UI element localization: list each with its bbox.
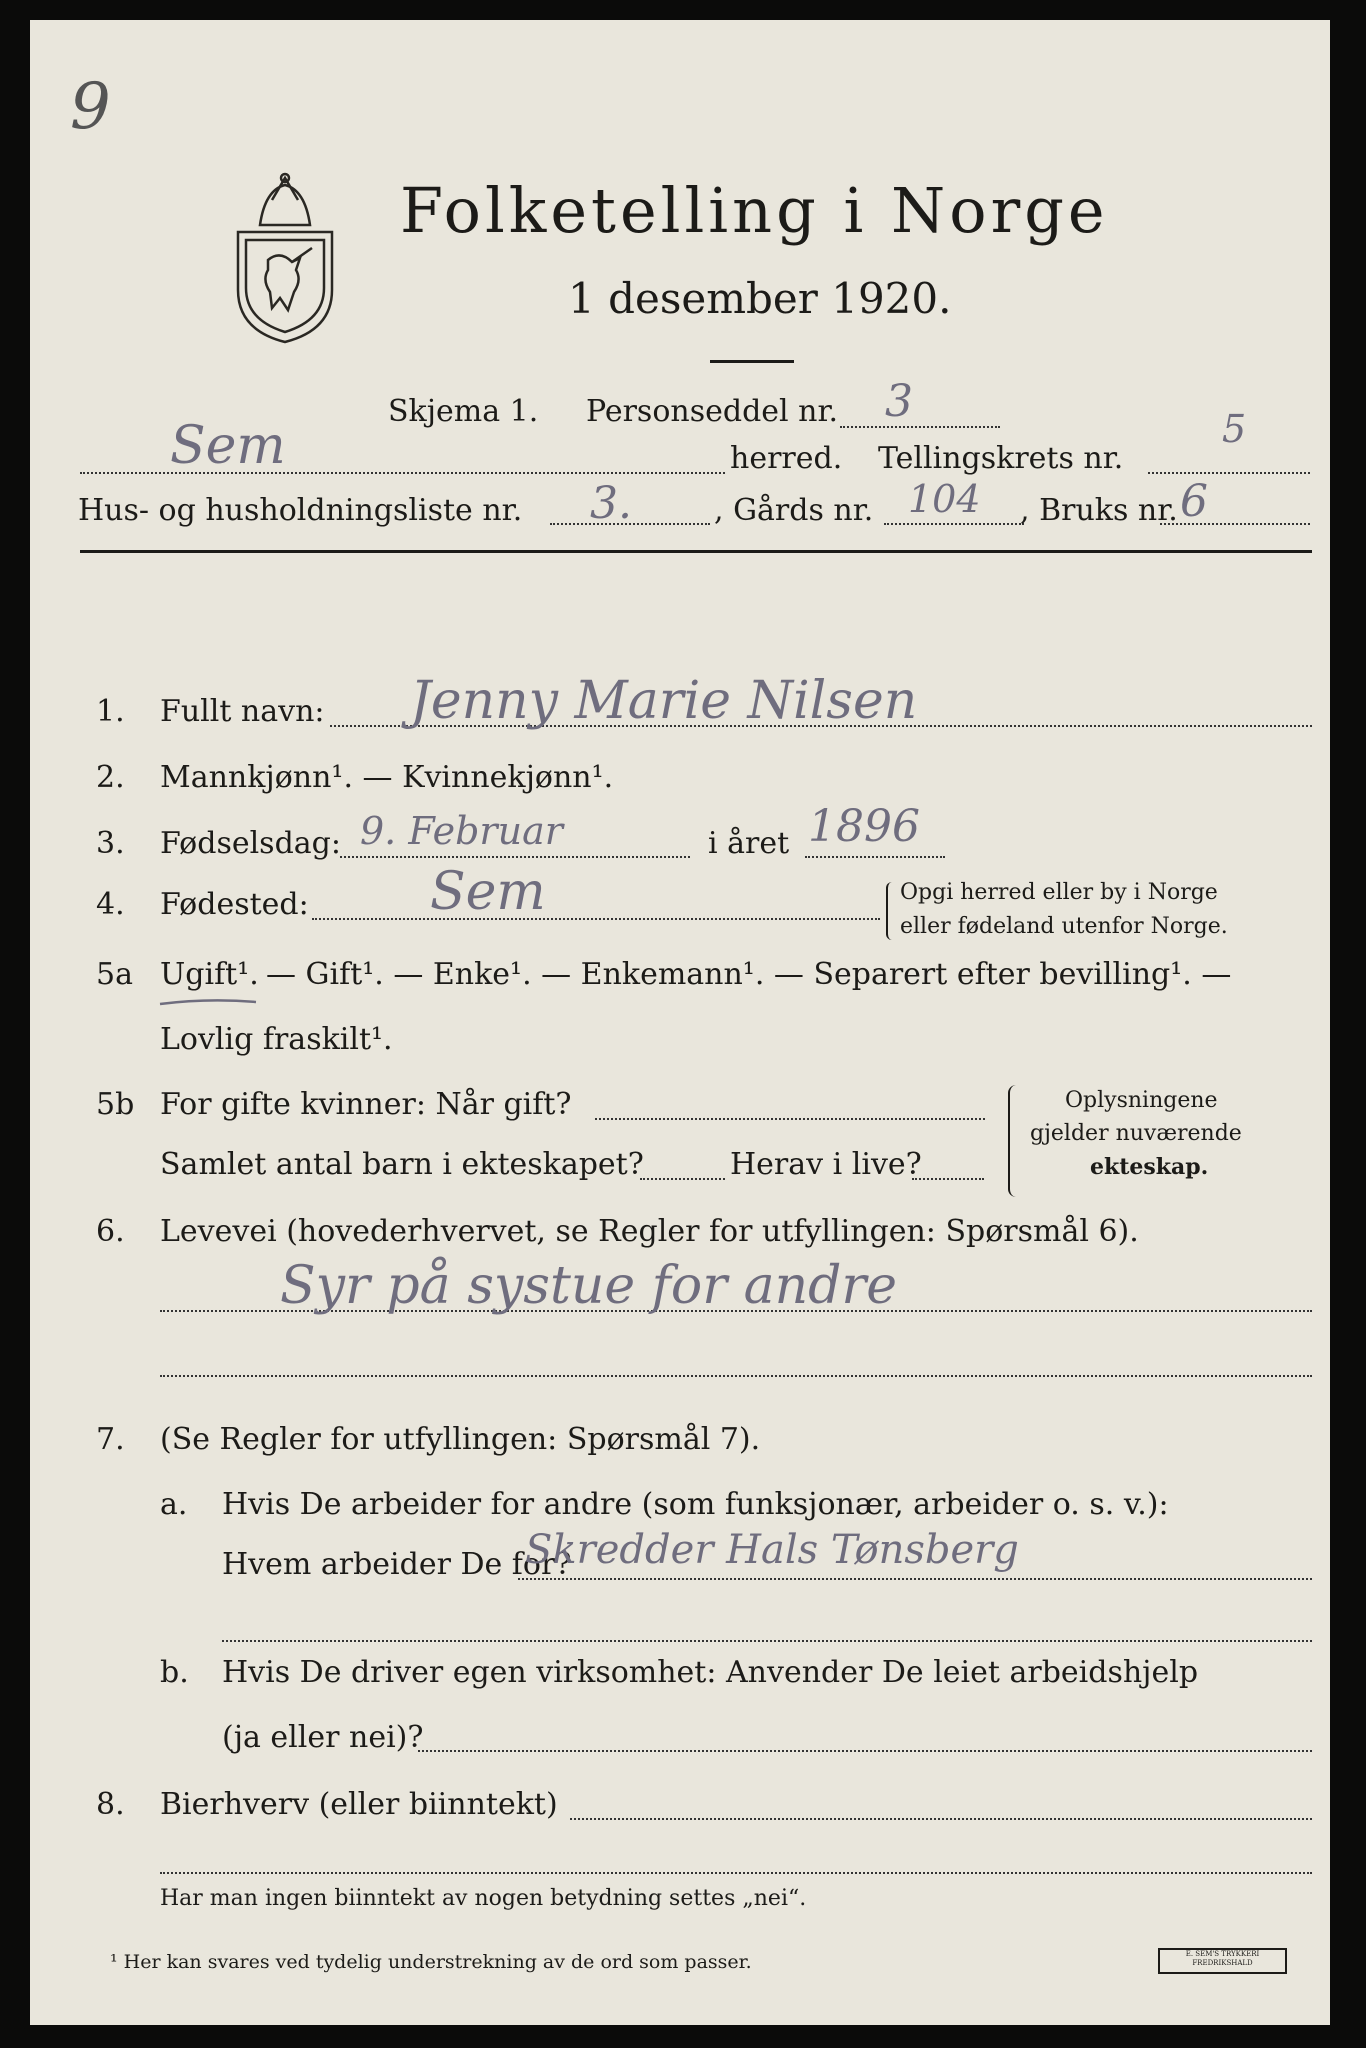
title-divider: [710, 360, 794, 363]
full-name-field[interactable]: Jenny Marie Nilsen: [410, 671, 918, 731]
unmarried-option: Ugift¹.: [160, 957, 259, 992]
marital-option-divorced: Lovlig fraskilt¹.: [160, 1022, 393, 1057]
birthplace-note-line2: eller fødeland utenfor Norge.: [900, 914, 1228, 939]
personseddel-field[interactable]: 3: [885, 376, 913, 427]
husliste-label: Hus- og husholdningsliste nr.: [78, 493, 523, 528]
brace: [886, 882, 896, 940]
marital-options: — Gift¹. — Enke¹. — Enkemann¹. — Separert efter bevilling¹. —: [266, 957, 1232, 992]
q5b-number: 5b: [96, 1087, 135, 1122]
birthplace-note-line1: Opgi herred eller by i Norge: [900, 880, 1218, 905]
tellingskrets-label: Tellingskrets nr.: [878, 441, 1124, 476]
q7a-line2: Hvem arbeider De for?: [222, 1547, 572, 1582]
sex-options: Mannkjønn¹. — Kvinnekjønn¹.: [160, 760, 614, 795]
footnote: ¹ Her kan svares ved tydelig understrekning av de ord som passer.: [110, 1951, 752, 1973]
q7b-line2: (ja eller nei)?: [222, 1720, 424, 1755]
printer-stamp: E. SEM'S TRYKKERI FREDRIKSHALD: [1158, 1948, 1287, 1974]
husliste-field[interactable]: 3.: [590, 478, 632, 529]
herred-field[interactable]: Sem: [170, 416, 286, 476]
q7-number: 7.: [96, 1422, 125, 1457]
coat-of-arms-icon: [230, 170, 340, 345]
gards-label: , Gårds nr.: [714, 493, 874, 528]
q7a-letter: a.: [160, 1487, 188, 1522]
skjema-label: Skjema 1.: [388, 394, 539, 429]
q8-label: Bierhverv (eller biinntekt): [160, 1787, 558, 1822]
children-label: Samlet antal barn i ekteskapet?: [160, 1147, 644, 1182]
q4-label: Fødested:: [160, 887, 309, 922]
birthplace-field[interactable]: Sem: [430, 862, 546, 922]
q1-label: Fullt navn:: [160, 694, 325, 729]
tellingskrets-field[interactable]: 5: [1222, 407, 1247, 451]
q8-number: 8.: [96, 1787, 125, 1822]
q7b-letter: b.: [160, 1655, 189, 1690]
q6-number: 6.: [96, 1214, 125, 1249]
underline-mark: [158, 996, 258, 1008]
q7-label: (Se Regler for utfyllingen: Spørsmål 7).: [160, 1422, 761, 1457]
herred-label: herred.: [730, 441, 843, 476]
bruks-field[interactable]: 6: [1180, 476, 1208, 527]
personseddel-label: Personseddel nr.: [586, 394, 839, 429]
marriage-note-line3: ekteskap.: [1090, 1154, 1209, 1180]
corner-note: 9: [70, 70, 111, 144]
marriage-note-line2: gjelder nuværende: [1030, 1121, 1242, 1146]
occupation-field[interactable]: Syr på systue for andre: [280, 1256, 897, 1316]
q7a-line1: Hvis De arbeider for andre (som funksjonær, arbeider o. s. v.):: [222, 1487, 1169, 1522]
alive-label: Herav i live?: [730, 1147, 922, 1182]
q3-label: Fødselsdag:: [160, 826, 341, 861]
birthdate-field[interactable]: 9. Februar: [360, 809, 563, 853]
q2-number: 2.: [96, 760, 125, 795]
no-income-note: Har man ingen biinntekt av nogen betydning settes „nei“.: [160, 1886, 807, 1911]
form-title: Folketelling i Norge: [400, 174, 1109, 247]
q3-number: 3.: [96, 826, 125, 861]
occupation-label: Levevei (hovederhvervet, se Regler for utfyllingen: Spørsmål 6).: [160, 1214, 1139, 1249]
q7b-line1: Hvis De driver egen virksomhet: Anvender De leiet arbeidshjelp: [222, 1655, 1199, 1690]
q5a-number: 5a: [96, 957, 133, 992]
census-form-sheet: [30, 20, 1330, 2025]
q1-number: 1.: [96, 694, 125, 729]
marriage-note-line1: Oplysningene: [1065, 1088, 1218, 1113]
q4-number: 4.: [96, 887, 125, 922]
year-label: i året: [708, 826, 790, 861]
bruks-label: , Bruks nr.: [1020, 493, 1178, 528]
gards-field[interactable]: 104: [908, 477, 981, 521]
employer-field[interactable]: Skredder Hals Tønsberg: [525, 1527, 1019, 1573]
header-rule: [80, 550, 1312, 553]
form-date: 1 desember 1920.: [568, 274, 952, 323]
married-when-label: For gifte kvinner: Når gift?: [160, 1087, 572, 1122]
birth-year-field[interactable]: 1896: [808, 801, 920, 852]
brace: [1008, 1085, 1020, 1197]
